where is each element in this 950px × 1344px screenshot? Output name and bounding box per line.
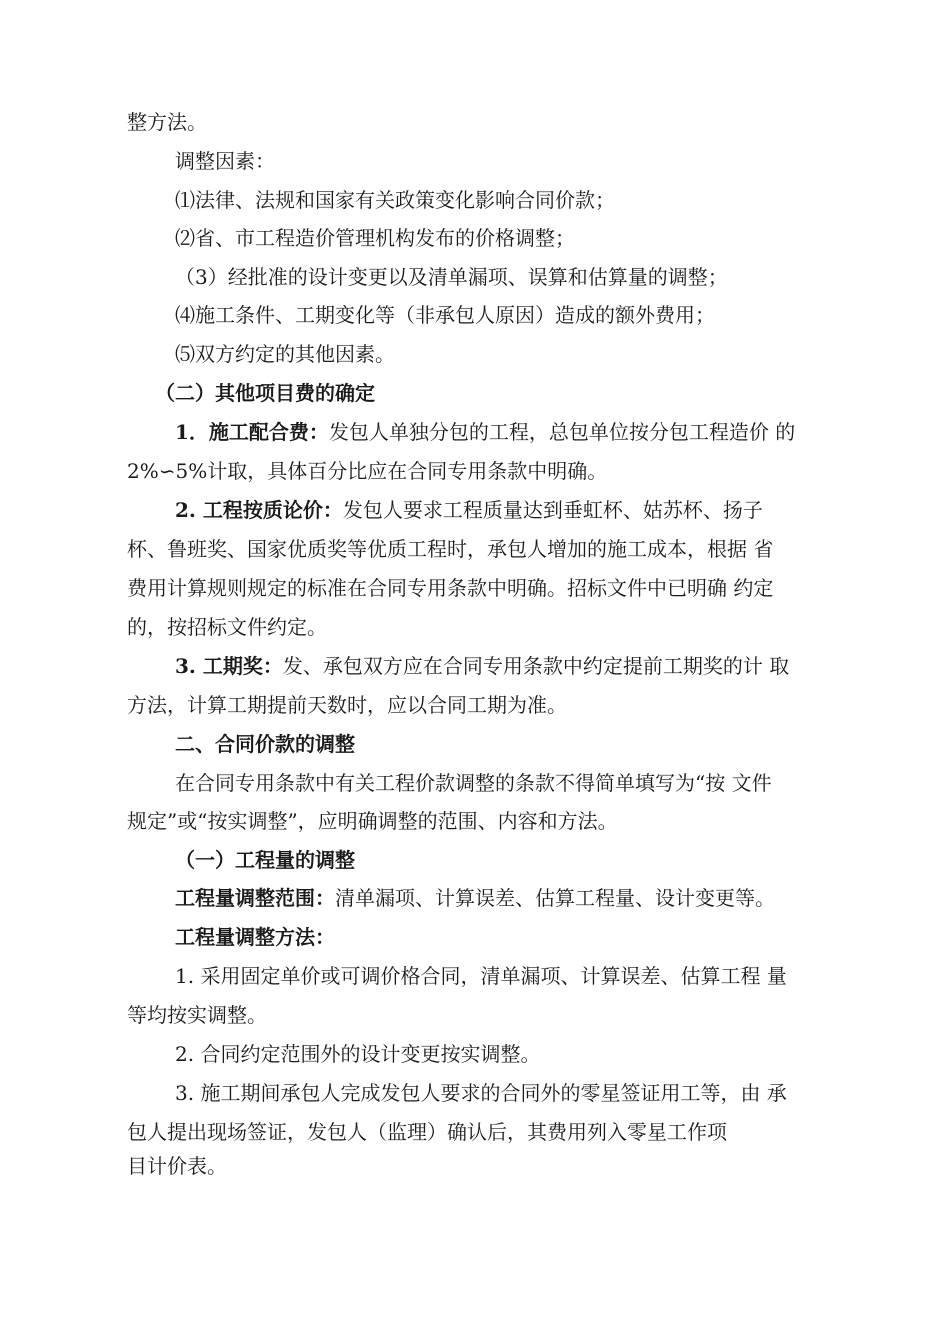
paragraph-line: 2%∽5%计取，具体百分比应在合同专用条款中明确。 [127,459,608,483]
list-item: ⑸双方约定的其他因素。 [175,342,395,366]
paragraph-line: 方法，计算工期提前天数时，应以合同工期为准。 [127,693,567,717]
paragraph-line: 规定”或“按实调整”，应明确调整的范围、内容和方法。 [127,809,618,833]
term-label: 3. 工期奖： [175,654,283,678]
paragraph-line [175,884,775,912]
paragraph-line [175,496,763,524]
term-text: 发包人要求工程质量达到垂虹杯、姑苏杯、扬子 [342,498,763,522]
list-item: ⑵省、市工程造价管理机构发布的价格调整； [175,226,575,250]
paragraph-line: 包人提出现场签证，发包人（监理）确认后，其费用列入零星工作项 [127,1120,727,1144]
term-label: 工程量调整范围： [175,886,335,910]
paragraph-line: 整方法。 [127,110,207,134]
section-heading: （一）工程量的调整 [175,848,355,872]
term-text: 发、承包双方应在合同专用条款中约定提前工期奖的计 取 [282,654,790,678]
paragraph-line: 费用计算规则规定的标准在合同专用条款中明确。招标文件中已明确 约定 [127,576,774,600]
list-item: （3）经批准的设计变更以及清单漏项、误算和估算量的调整； [175,265,728,289]
section-heading: 二、合同价款的调整 [175,732,355,756]
term-label: 1．施工配合费： [175,420,329,444]
paragraph-line [175,652,789,680]
paragraph-line: 的，按招标文件约定。 [127,615,327,639]
paragraph-line [175,418,795,446]
term-text: 发包人单独分包的工程，总包单位按分包工程造价 的 [328,420,796,444]
paragraph-line: 1. 采用固定单价或可调价格合同，清单漏项、计算误差、估算工程 量 [175,964,787,988]
term-text: 清单漏项、计算误差、估算工程量、设计变更等。 [335,886,775,910]
paragraph-line: 3. 施工期间承包人完成发包人要求的合同外的零星签证用工等，由 承 [175,1081,787,1105]
paragraph-line: 等均按实调整。 [127,1003,267,1027]
paragraph-line: 调整因素： [175,149,275,173]
paragraph-line: 在合同专用条款中有关工程价款调整的条款不得简单填写为“按 文件 [175,771,772,795]
term-label: 2. 工程按质论价： [175,498,343,522]
paragraph-line: 2. 合同约定范围外的设计变更按实调整。 [175,1042,541,1066]
list-item: ⑷施工条件、工期变化等（非承包人原因）造成的额外费用； [175,303,715,327]
paragraph-line: 目计价表。 [127,1154,227,1178]
list-item: ⑴法律、法规和国家有关政策变化影响合同价款； [175,188,615,212]
paragraph-line: 杯、鲁班奖、国家优质奖等优质工程时，承包人增加的施工成本，根据 省 [127,537,774,561]
section-heading: （二）其他项目费的确定 [155,381,375,405]
section-heading: 工程量调整方法： [175,925,335,949]
